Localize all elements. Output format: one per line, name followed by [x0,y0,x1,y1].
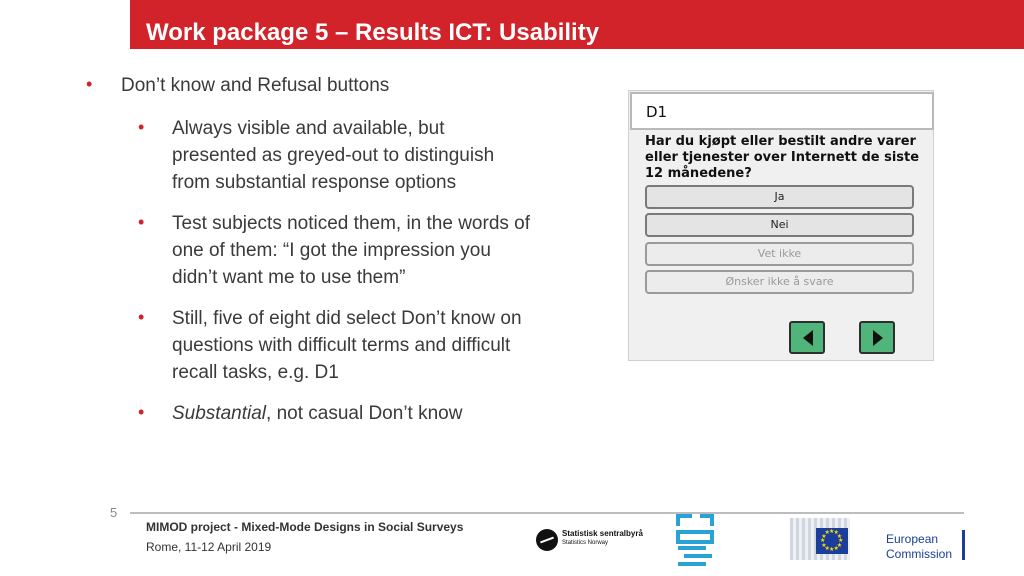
bullet-sub-1-text: Always visible and available, but presented as greyed-out to distinguish from substantial response options [172,118,495,193]
footer-project: MIMOD project - Mixed-Mode Designs in Social Surveys [146,520,464,534]
bullet-dot-icon: • [86,74,93,94]
eu-flag-star-icon: ★ [820,538,826,544]
eu-flag-star-icon: ★ [833,545,839,552]
eu-flag-star-icon: ★ [824,530,830,537]
ssb-logo-icon [536,529,558,551]
bullet-dot-icon: • [138,402,145,422]
bullet-main-text: Don’t know and Refusal buttons [121,75,390,96]
bullet-sub-3-text: Still, five of eight did select Don’t know on questions with difficult terms and difficult recall tasks, e.g. D1 [172,308,522,383]
bullet-list [86,72,546,441]
bullet-sub-4-italic: Substantial [172,403,267,424]
eu-flag-star-icon: ★ [821,533,827,540]
back-button[interactable] [789,321,825,354]
eu-logo [790,514,970,564]
eu-flag-star-icon: ★ [836,533,843,540]
forward-button[interactable] [859,321,895,354]
cbs-logo-icon [676,512,714,570]
bullet-sub-3 [137,305,531,386]
slide-title: Work package 5 – Results ICT: Usability [146,19,600,46]
bullet-dot-icon: • [138,117,145,137]
answer-option-ja[interactable]: Ja [645,185,914,209]
forward-arrow-icon [873,330,883,346]
answer-option-nei[interactable]: Nei [645,213,914,237]
back-arrow-icon [803,330,813,346]
eu-flag-star-icon: ★ [829,529,835,535]
eu-flag-star-icon: ★ [836,542,843,549]
eu-flag-star-icon: ★ [833,530,839,537]
page-number: 5 [110,505,118,520]
ssb-logo [536,527,666,553]
ssb-logo-subtitle: Statistics Norway [562,540,609,546]
answer-option-dont-know[interactable]: Vet ikke [645,242,914,266]
eu-logo-line-2: Commission [886,547,953,561]
eu-flag-star-icon: ★ [821,542,827,549]
question-header [630,92,934,130]
bullet-sub-2 [137,210,531,291]
bullet-sub-1 [137,115,531,196]
eu-flag-star-icon: ★ [838,538,844,544]
bullet-dot-icon: • [138,307,145,327]
eu-logo-bar [962,530,965,560]
question-text: Har du kjøpt eller bestilt andre varer eller tjenester over Internett de siste 12 månedene? [645,134,920,181]
bullet-sub-4 [137,400,531,427]
eu-flag-icon [816,528,848,554]
eu-flag-star-icon: ★ [824,545,830,552]
bullet-sub-2-text: Test subjects noticed them, in the words of one of them: “I got the impression you didn’t want me to use them” [172,213,531,288]
title-bar [130,0,1024,49]
bullet-dot-icon: • [138,212,145,232]
ssb-logo-name: Statistisk sentralbyrå [562,529,643,538]
eu-logo-line-1: European [886,532,939,546]
survey-screenshot [628,90,934,361]
answer-option-refusal[interactable]: Ønsker ikke å svare [645,270,914,294]
footer-place-date: Rome, 11-12 April 2019 [146,540,272,554]
eu-flag-star-icon: ★ [829,547,835,553]
question-id: D1 [646,103,668,121]
bullet-main [86,72,546,99]
bullet-sub-4-text: , not casual Don’t know [266,403,463,424]
